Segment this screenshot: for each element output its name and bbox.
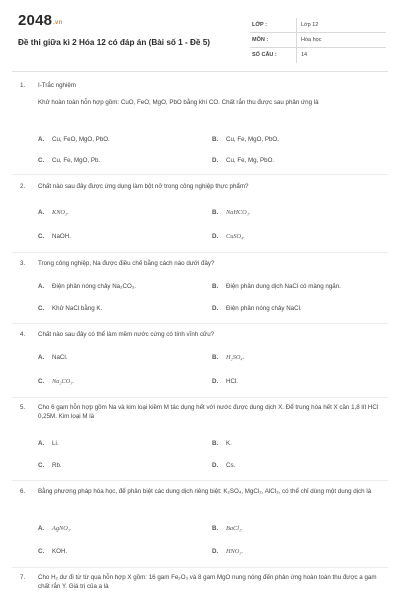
question-number: 4. [20,331,26,338]
question-text: Chất nào sau đây được ứng dụng làm bột nở trong công nghiệp thực phẩm? [38,183,249,190]
meta-row-subject [250,33,386,48]
option-text: Cu, Fe, MgO, PbO. [226,136,279,143]
option-c[interactable]: C. NaOH. [38,233,71,240]
option-text: Li. [52,440,59,447]
document-title: Đề thi giữa kì 2 Hóa 12 có đáp án (Bài số 1 - Đề 5) [18,38,211,47]
option-a[interactable]: A. Điện phân nóng chảy Na₂CO₃. [38,283,137,290]
option-text: H₂SO₄. [226,354,245,361]
meta-key: SỐ CÂU : [252,52,277,58]
meta-row-class [250,18,386,33]
option-text: CuSO₄. [226,233,245,240]
option-c[interactable]: C. Na₂CO₃. [38,378,75,385]
option-text: Na₂CO₃. [52,378,75,385]
option-text: NaHCO₃. [226,209,251,216]
question-number: 6. [20,488,26,495]
question-divider [12,397,388,398]
option-c[interactable]: C. KOH. [38,548,68,555]
question-divider [12,480,388,481]
option-text: NaCl. [52,354,68,361]
question-text: Bằng phương pháp hóa học, để phân biệt các dung dịch riêng biệt: K₂SO₄, MgCl₂, AlCl₃, có thể chỉ dùng một dung dịch là [38,488,372,495]
option-d[interactable]: D. Điện phân nóng chảy NaCl. [212,305,302,312]
question-text: Trong công nghiệp, Na được điều chế bằng cách nào dưới đây? [38,260,215,267]
question-number: 3. [20,260,26,267]
option-text: Cs. [226,462,236,469]
option-a[interactable]: A. KNO₃. [38,209,69,216]
option-d[interactable]: D. HCl. [212,378,239,385]
option-text: Điện phân dung dịch NaCl có màng ngăn. [226,283,341,290]
option-text: BaCl₂. [226,525,243,532]
logo-main: 2048 [18,12,53,29]
option-d[interactable]: D. HNO₃. [212,548,244,555]
question-number: 5. [20,404,26,411]
meta-key: LỚP : [252,22,267,28]
meta-value: Hóa học [301,37,322,43]
option-text: Rb. [52,462,62,469]
question-number: 2. [20,183,26,190]
option-c[interactable]: C. Khử NaCl bằng K. [38,305,103,312]
option-text: KNO₃. [52,209,69,216]
meta-key: MÔN : [252,37,269,43]
meta-table [250,18,386,63]
option-text: Khử NaCl bằng K. [52,305,103,312]
option-a[interactable]: A. AgNO₃. [38,525,72,532]
site-logo[interactable] [18,12,62,29]
question-divider [12,567,388,568]
option-text: HCl. [226,378,239,385]
option-c[interactable]: C. Rb. [38,462,62,469]
option-a[interactable]: A. NaCl. [38,354,68,361]
question-number: 1. [20,82,26,89]
meta-value: 14 [301,52,308,58]
option-text: NaOH. [52,233,71,240]
option-text: KOH. [52,548,68,555]
option-d[interactable]: D. Cu, Fe, Mg, PbO. [212,157,275,164]
option-c[interactable]: C. Cu, Fe, MgO, Pb. [38,157,101,164]
option-text: Điện phân nóng chảy Na₂CO₃. [52,283,137,290]
option-text: Điện phân nóng chảy NaCl. [226,305,302,312]
question-text: Chất nào sau đây có thể làm mềm nước cứng có tính vĩnh cửu? [38,331,215,338]
option-d[interactable]: D. Cs. [212,462,236,469]
option-text: K. [226,440,232,447]
option-b[interactable]: B. K. [212,440,232,447]
option-text: AgNO₃. [52,525,72,532]
option-b[interactable]: B. H₂SO₄. [212,354,245,361]
option-a[interactable]: A. Li. [38,440,59,447]
question-number: 7. [20,574,26,581]
meta-row-count [250,48,386,63]
question-text: Khử hoàn toàn hỗn hợp gồm: CuO, FeO, MgO, PbO bằng khí CO. Chất rắn thu được sau phản ứng là [38,99,319,106]
option-text: Cu, Fe, Mg, PbO. [226,157,275,164]
option-b[interactable]: B. NaHCO₃. [212,209,251,216]
option-b[interactable]: B. Điện phân dung dịch NaCl có màng ngăn. [212,283,341,290]
question-divider [12,174,388,175]
option-b[interactable]: B. BaCl₂. [212,525,243,532]
header-divider [12,71,388,72]
question-divider [12,252,388,253]
option-text: Cu, Fe, MgO, Pb. [52,157,101,164]
option-d[interactable]: D. CuSO₄. [212,233,245,240]
document-header [18,8,386,66]
option-b[interactable]: B. Cu, Fe, MgO, PbO. [212,136,279,143]
question-text: Cho 6 gam hỗn hợp gồm Na và kim loại kiềm M tác dụng hết với nước được dung dịch X. Để trung hòa hết X cần 1,8 lít HCl 0,25M. Kim loại M là [38,404,379,420]
option-a[interactable]: A. Cu, FeO, MgO, PbO. [38,136,110,143]
question-heading: I-Trắc nghiệm [38,82,76,89]
question-divider [12,323,388,324]
meta-value: Lớp 12 [301,22,319,28]
question-text: Cho H₂ dư đi từ từ qua hỗn hợp X gồm: 16 gam Fe₂O₃ và 8 gam MgO nung nóng đến phản ứng hoàn toàn thu được a gam chất rắn Y. Giá trị của a là [38,574,377,590]
logo-suffix: .vn [53,20,63,26]
option-text: HNO₃. [226,548,244,555]
option-text: Cu, FeO, MgO, PbO. [52,136,110,143]
